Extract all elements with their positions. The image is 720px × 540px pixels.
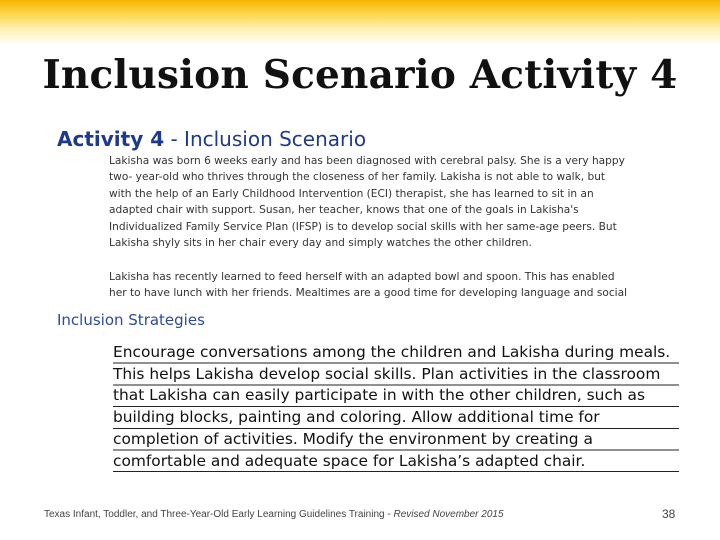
slide-title: Inclusion Scenario Activity 4	[42, 52, 678, 98]
activity-subtitle: - Inclusion Scenario	[164, 127, 367, 151]
footer	[44, 509, 504, 520]
activity-heading	[57, 127, 366, 151]
activity-number-label: Activity 4	[57, 127, 165, 151]
strategies-text: Encourage conversations among the children and Lakisha during meals. This helps Lakisha develop social skills. Plan activities in the classroom that Lakisha can easily participate in with the other children, such as building blocks, painting and coloring. Allow additional time for completion of activities. Modify the environment by creating a comfortable and adequate space for Lakisha’s adapted chair.	[113, 342, 683, 472]
scenario-paragraph-1: Lakisha was born 6 weeks early and has been diagnosed with cerebral palsy. She is a very happy two- year-old who thrives through the closeness of her family. Lakisha is not able to walk, but with the help of an Early Childhood Intervention (ECI) therapist, she has learned to sit in an adapted chair with support. Susan, her teacher, knows that one of the goals in Lakisha's Individualized Family Service Plan (IFSP) is to develop social skills with her same-age peers. But Lakisha shyly sits in her chair every day and simply watches the other children.	[109, 155, 625, 250]
page-number: 38	[662, 507, 676, 521]
footer-revision: Revised November 2015	[393, 509, 504, 520]
top-gradient-band	[0, 0, 720, 46]
footer-text: Texas Infant, Toddler, and Three-Year-Old Early Learning Guidelines Training -	[44, 509, 394, 520]
strategies-heading: Inclusion Strategies	[57, 311, 205, 329]
scenario-paragraph-2: Lakisha has recently learned to feed herself with an adapted bowl and spoon. This has enabled her to have lunch with her friends. Mealtimes are a good time for developing language and social	[109, 271, 628, 300]
